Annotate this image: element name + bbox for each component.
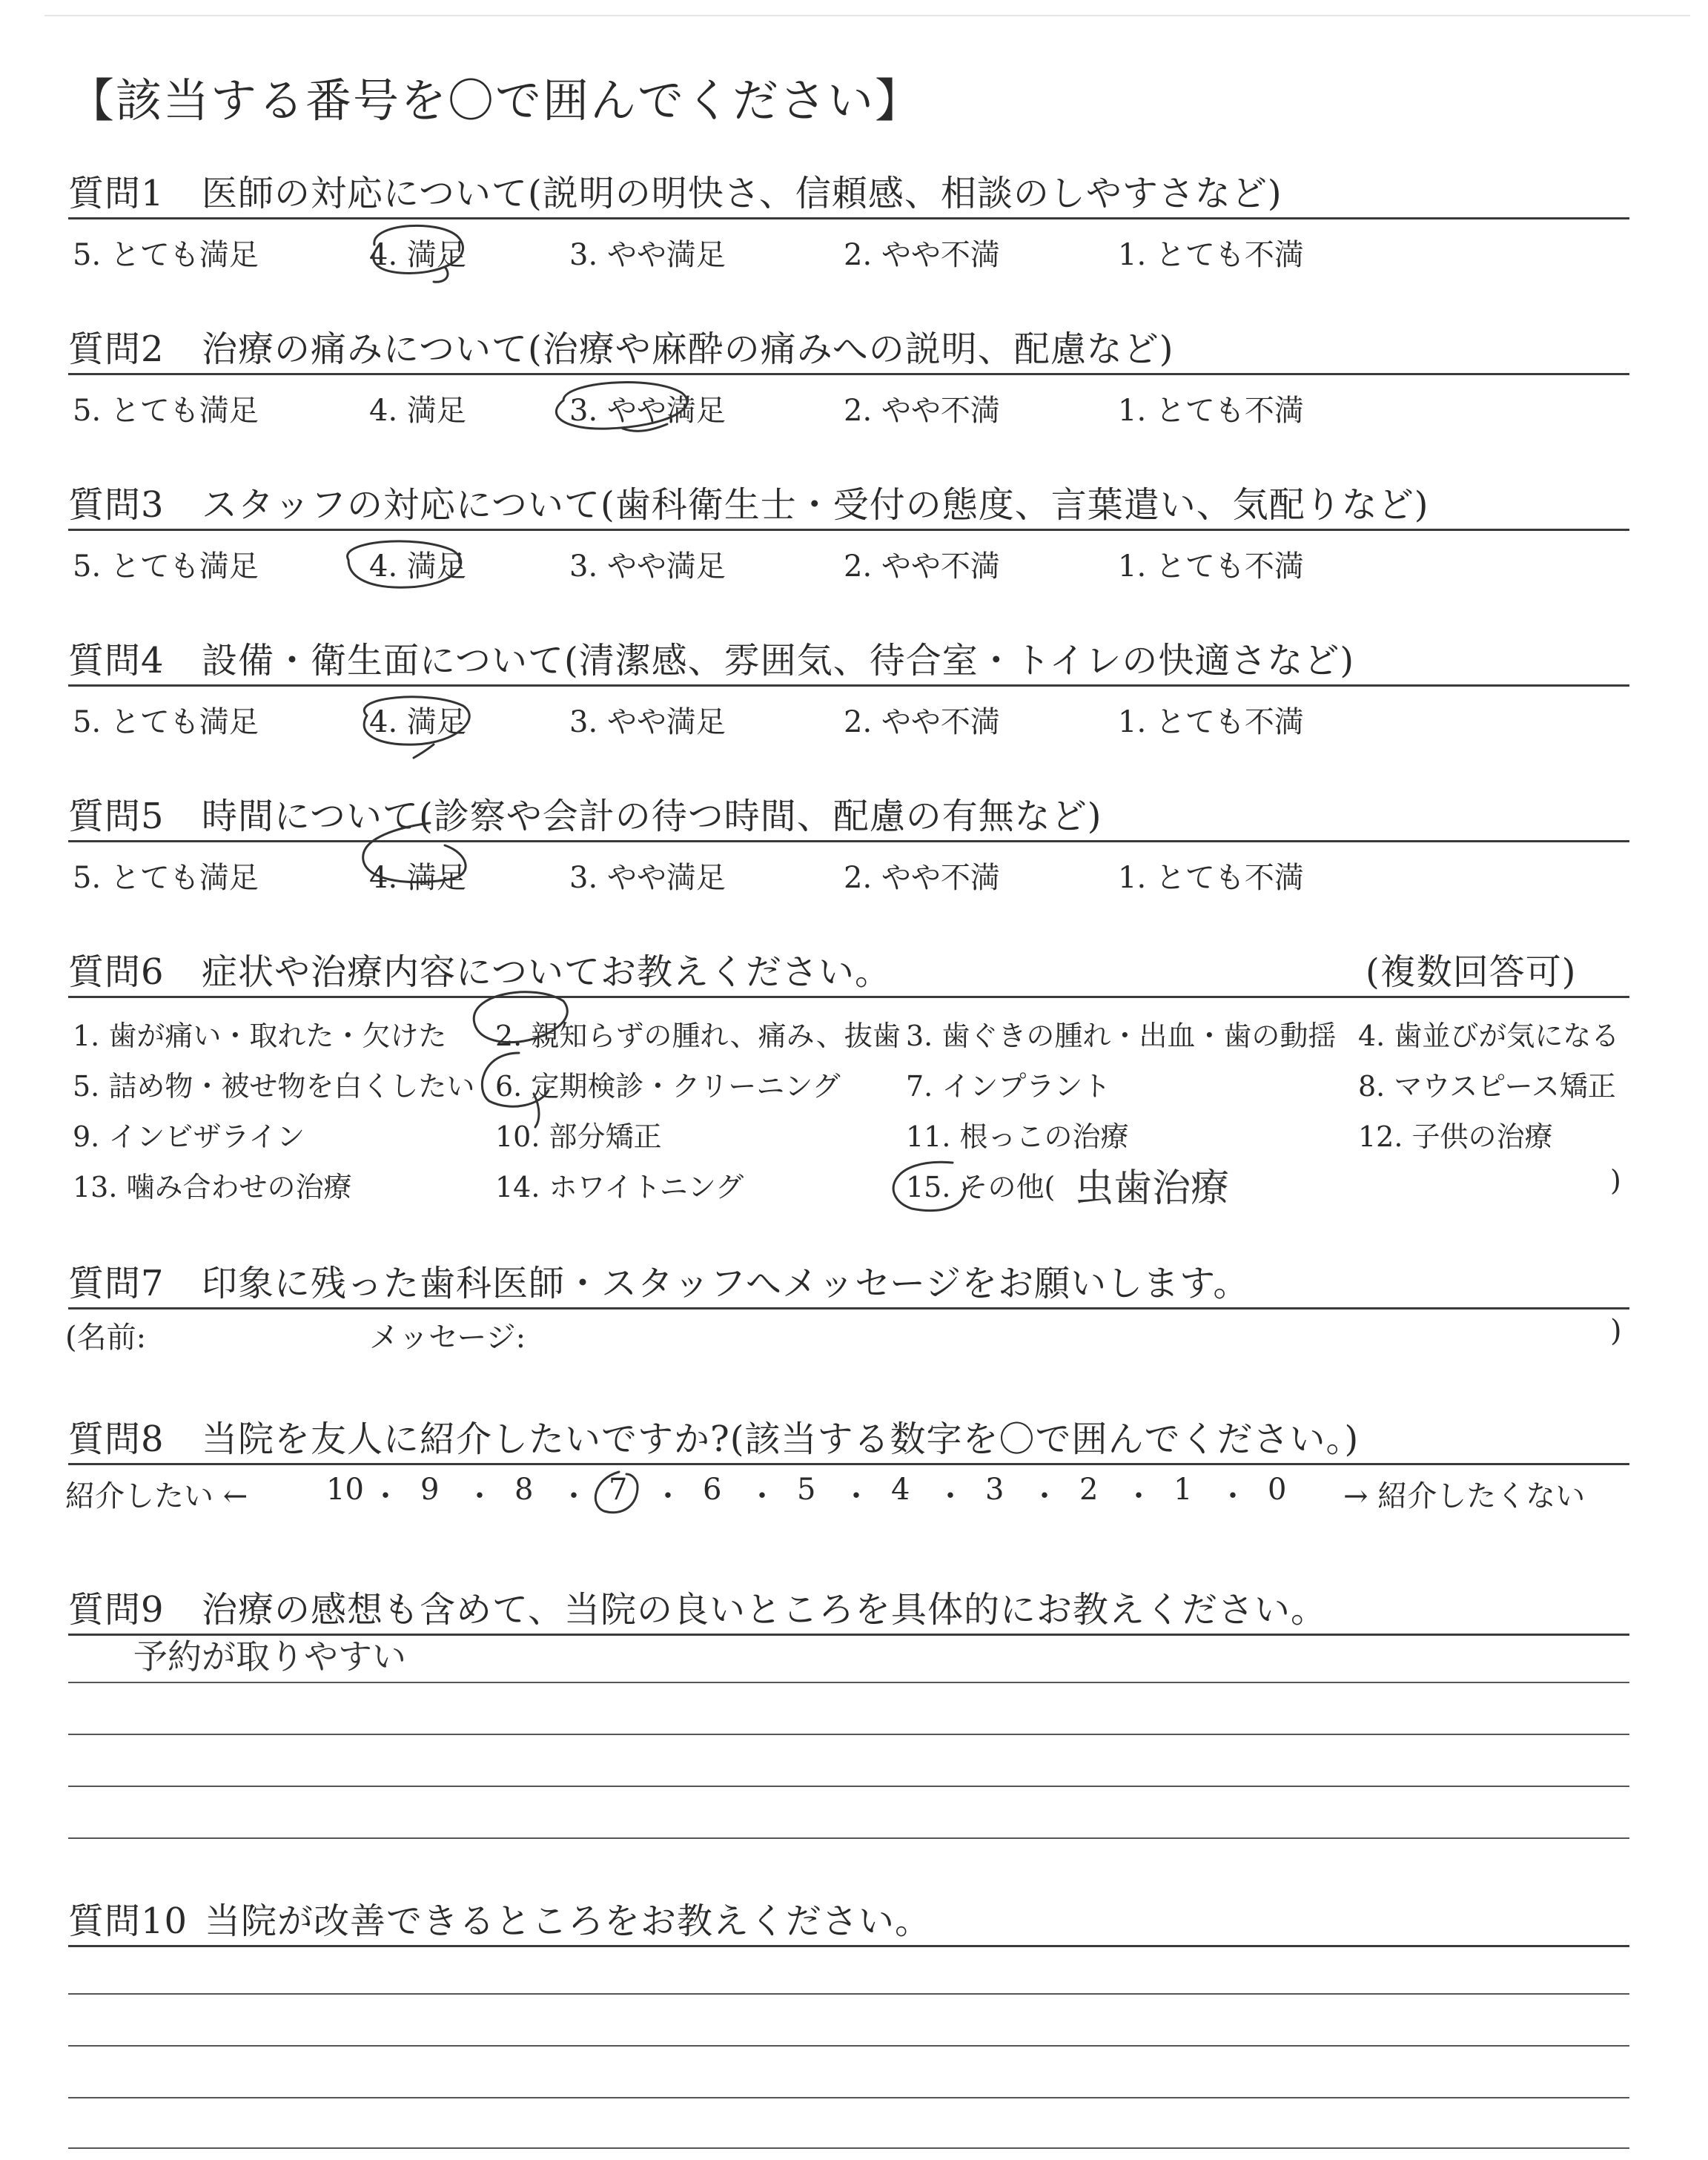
q8-separator-dot: ・ (747, 1479, 777, 1513)
q7-close-paren: ) (1610, 1314, 1622, 1348)
q1-option-3[interactable]: 3. やや満足 (569, 238, 726, 272)
q8-separator-dot: ・ (1124, 1479, 1153, 1513)
q8-number-5[interactable]: 5 (797, 1473, 816, 1507)
q4-option-2[interactable]: 2. やや不満 (844, 705, 1000, 739)
q8-number-0[interactable]: 0 (1268, 1473, 1287, 1507)
q6-option-12[interactable]: 12. 子供の治療 (1358, 1120, 1553, 1153)
q10-answer-line-2 (68, 2045, 1629, 2047)
question-2-rule (68, 373, 1629, 375)
question-8-text: 当院を友人に紹介したいですか?(該当する数字を〇で囲んでください。) (202, 1418, 1360, 1460)
q8-number-1[interactable]: 1 (1174, 1473, 1193, 1507)
question-6-note: (複数回答可) (1366, 951, 1577, 993)
q7-message-label[interactable]: メッセージ: (369, 1321, 526, 1355)
q6-other-handwritten-answer[interactable]: 虫歯治療 (1075, 1166, 1230, 1211)
question-5-text: 時間について(診察や会計の待つ時間、配慮の有無など) (202, 796, 1102, 837)
q6-option-10[interactable]: 10. 部分矯正 (495, 1120, 662, 1153)
question-8-number: 質問8 (68, 1418, 165, 1460)
q2-option-3[interactable]: 3. やや満足 (569, 394, 726, 428)
q3-option-2[interactable]: 2. やや不満 (844, 549, 1000, 584)
q8-number-8[interactable]: 8 (514, 1473, 534, 1507)
question-6-heading (68, 943, 891, 994)
question-9-heading (68, 1581, 1327, 1632)
q6-option-5[interactable]: 5. 詰め物・被せ物を白くしたい (73, 1070, 475, 1103)
q8-separator-dot: ・ (371, 1479, 400, 1513)
q10-answer-line-1 (68, 1993, 1629, 1995)
q9-handwritten-answer[interactable]: 予約が取りやすい (133, 1636, 406, 1677)
q3-option-3[interactable]: 3. やや満足 (569, 549, 726, 584)
question-4-rule (68, 684, 1629, 687)
q9-answer-line-4 (68, 1837, 1629, 1839)
q5-option-1[interactable]: 1. とても不満 (1118, 861, 1304, 895)
q2-option-4[interactable]: 4. 満足 (369, 394, 466, 428)
q10-answer-line-4 (68, 2147, 1629, 2149)
q8-left-label: 紹介したい ← (65, 1479, 248, 1513)
question-9-number: 質問9 (68, 1589, 165, 1631)
q8-separator-dot: ・ (1218, 1479, 1248, 1513)
question-9-text: 治療の感想も含めて、当院の良いところを具体的にお教えください。 (202, 1589, 1328, 1631)
q4-option-4[interactable]: 4. 満足 (369, 705, 466, 739)
question-1-heading (68, 165, 1282, 216)
question-1-text: 医師の対応について(説明の明快さ、信頼感、相談のしやすさなど) (202, 173, 1282, 214)
q8-number-6[interactable]: 6 (703, 1473, 722, 1507)
question-8-heading (68, 1410, 1359, 1462)
q3-option-4[interactable]: 4. 満足 (369, 549, 466, 584)
q3-option-1[interactable]: 1. とても不満 (1118, 549, 1304, 584)
q5-option-2[interactable]: 2. やや不満 (844, 861, 1000, 895)
q6-option-3[interactable]: 3. 歯ぐきの腫れ・出血・歯の動揺 (906, 1020, 1337, 1052)
question-1-number: 質問1 (68, 173, 165, 214)
q6-option-7[interactable]: 7. インプラント (906, 1070, 1111, 1103)
question-10-heading (68, 1892, 931, 1943)
q5-option-3[interactable]: 3. やや満足 (569, 861, 726, 895)
question-3-rule (68, 529, 1629, 531)
q5-option-5[interactable]: 5. とても満足 (73, 861, 259, 895)
q6-option-2[interactable]: 2. 親知らずの腫れ、痛み、抜歯 (495, 1020, 901, 1052)
q8-number-2[interactable]: 2 (1079, 1473, 1099, 1507)
question-6-text: 症状や治療内容についてお教えください。 (202, 951, 892, 993)
q8-separator-dot: ・ (465, 1479, 494, 1513)
q8-separator-dot: ・ (1030, 1479, 1059, 1513)
q9-answer-line-3 (68, 1786, 1629, 1787)
question-8-rule (68, 1463, 1629, 1465)
question-1-rule (68, 217, 1629, 219)
q8-right-label: → 紹介したくない (1343, 1479, 1586, 1513)
top-edge-line (44, 15, 1690, 16)
q8-number-4[interactable]: 4 (891, 1473, 910, 1507)
q2-option-5[interactable]: 5. とても満足 (73, 394, 259, 428)
page-title: 【該当する番号を〇で囲んでください】 (68, 73, 923, 128)
q10-answer-line-3 (68, 2097, 1629, 2098)
q6-option-1[interactable]: 1. 歯が痛い・取れた・欠けた (73, 1020, 447, 1052)
q1-option-2[interactable]: 2. やや不満 (844, 238, 1000, 272)
question-2-text: 治療の痛みについて(治療や麻酔の痛みへの説明、配慮など) (202, 328, 1174, 370)
question-4-number: 質問4 (68, 640, 165, 681)
question-4-heading (68, 632, 1354, 683)
q6-option-11[interactable]: 11. 根っこの治療 (906, 1120, 1129, 1153)
question-5-number: 質問5 (68, 796, 165, 837)
question-6-number: 質問6 (68, 951, 165, 993)
question-7-rule (68, 1307, 1629, 1309)
question-6-rule (68, 996, 1629, 998)
question-7-heading (68, 1255, 1249, 1306)
question-4-text: 設備・衛生面について(清潔感、雰囲気、待合室・トイレの快適さなど) (202, 640, 1355, 681)
question-10-number: 質問10 (68, 1900, 188, 1942)
q4-option-5[interactable]: 5. とても満足 (73, 705, 259, 739)
question-3-heading (68, 476, 1429, 527)
q4-option-3[interactable]: 3. やや満足 (569, 705, 726, 739)
q8-separator-dot: ・ (653, 1479, 683, 1513)
q2-option-2[interactable]: 2. やや不満 (844, 394, 1000, 428)
q2-option-1[interactable]: 1. とても不満 (1118, 394, 1304, 428)
q1-option-1[interactable]: 1. とても不満 (1118, 238, 1304, 272)
q6-option-6[interactable]: 6. 定期検診・クリーニング (495, 1070, 841, 1103)
q1-option-5[interactable]: 5. とても満足 (73, 238, 259, 272)
question-2-heading (68, 320, 1174, 371)
q9-answer-line-2 (68, 1734, 1629, 1735)
q4-option-1[interactable]: 1. とても不満 (1118, 705, 1304, 739)
q8-separator-dot: ・ (841, 1479, 871, 1513)
q8-number-3[interactable]: 3 (985, 1473, 1004, 1507)
q9-answer-line-1 (68, 1682, 1629, 1683)
q8-separator-dot: ・ (559, 1479, 589, 1513)
question-7-number: 質問7 (68, 1263, 165, 1304)
q6-option-15-close: ) (1610, 1164, 1621, 1197)
question-7-text: 印象に残った歯科医師・スタッフへメッセージをお願いします。 (202, 1263, 1250, 1304)
q6-option-4[interactable]: 4. 歯並びが気になる (1358, 1020, 1620, 1052)
question-5-rule (68, 840, 1629, 842)
question-2-number: 質問2 (68, 328, 165, 370)
q6-option-14[interactable]: 14. ホワイトニング (495, 1171, 744, 1203)
q5-option-4[interactable]: 4. 満足 (369, 861, 466, 895)
q3-option-5[interactable]: 5. とても満足 (73, 549, 259, 584)
q1-option-4[interactable]: 4. 満足 (369, 238, 466, 272)
question-3-number: 質問3 (68, 484, 165, 526)
q8-number-7[interactable]: 7 (609, 1473, 628, 1507)
question-3-text: スタッフの対応について(歯科衛生士・受付の態度、言葉遣い、気配りなど) (202, 484, 1429, 526)
q8-number-10[interactable]: 10 (326, 1473, 364, 1507)
question-10-text: 当院が改善できるところをお教えください。 (205, 1900, 932, 1942)
question-5-heading (68, 787, 1102, 839)
q7-name-label[interactable]: (名前: (65, 1321, 147, 1355)
q6-option-8[interactable]: 8. マウスピース矯正 (1358, 1070, 1616, 1103)
q8-separator-dot: ・ (936, 1479, 965, 1513)
q6-option-9[interactable]: 9. インビザライン (73, 1120, 305, 1153)
q8-number-9[interactable]: 9 (420, 1473, 440, 1507)
question-10-rule (68, 1945, 1629, 1947)
q6-option-15[interactable]: 15. その他( (906, 1171, 1056, 1203)
q6-option-13[interactable]: 13. 噛み合わせの治療 (73, 1171, 352, 1203)
